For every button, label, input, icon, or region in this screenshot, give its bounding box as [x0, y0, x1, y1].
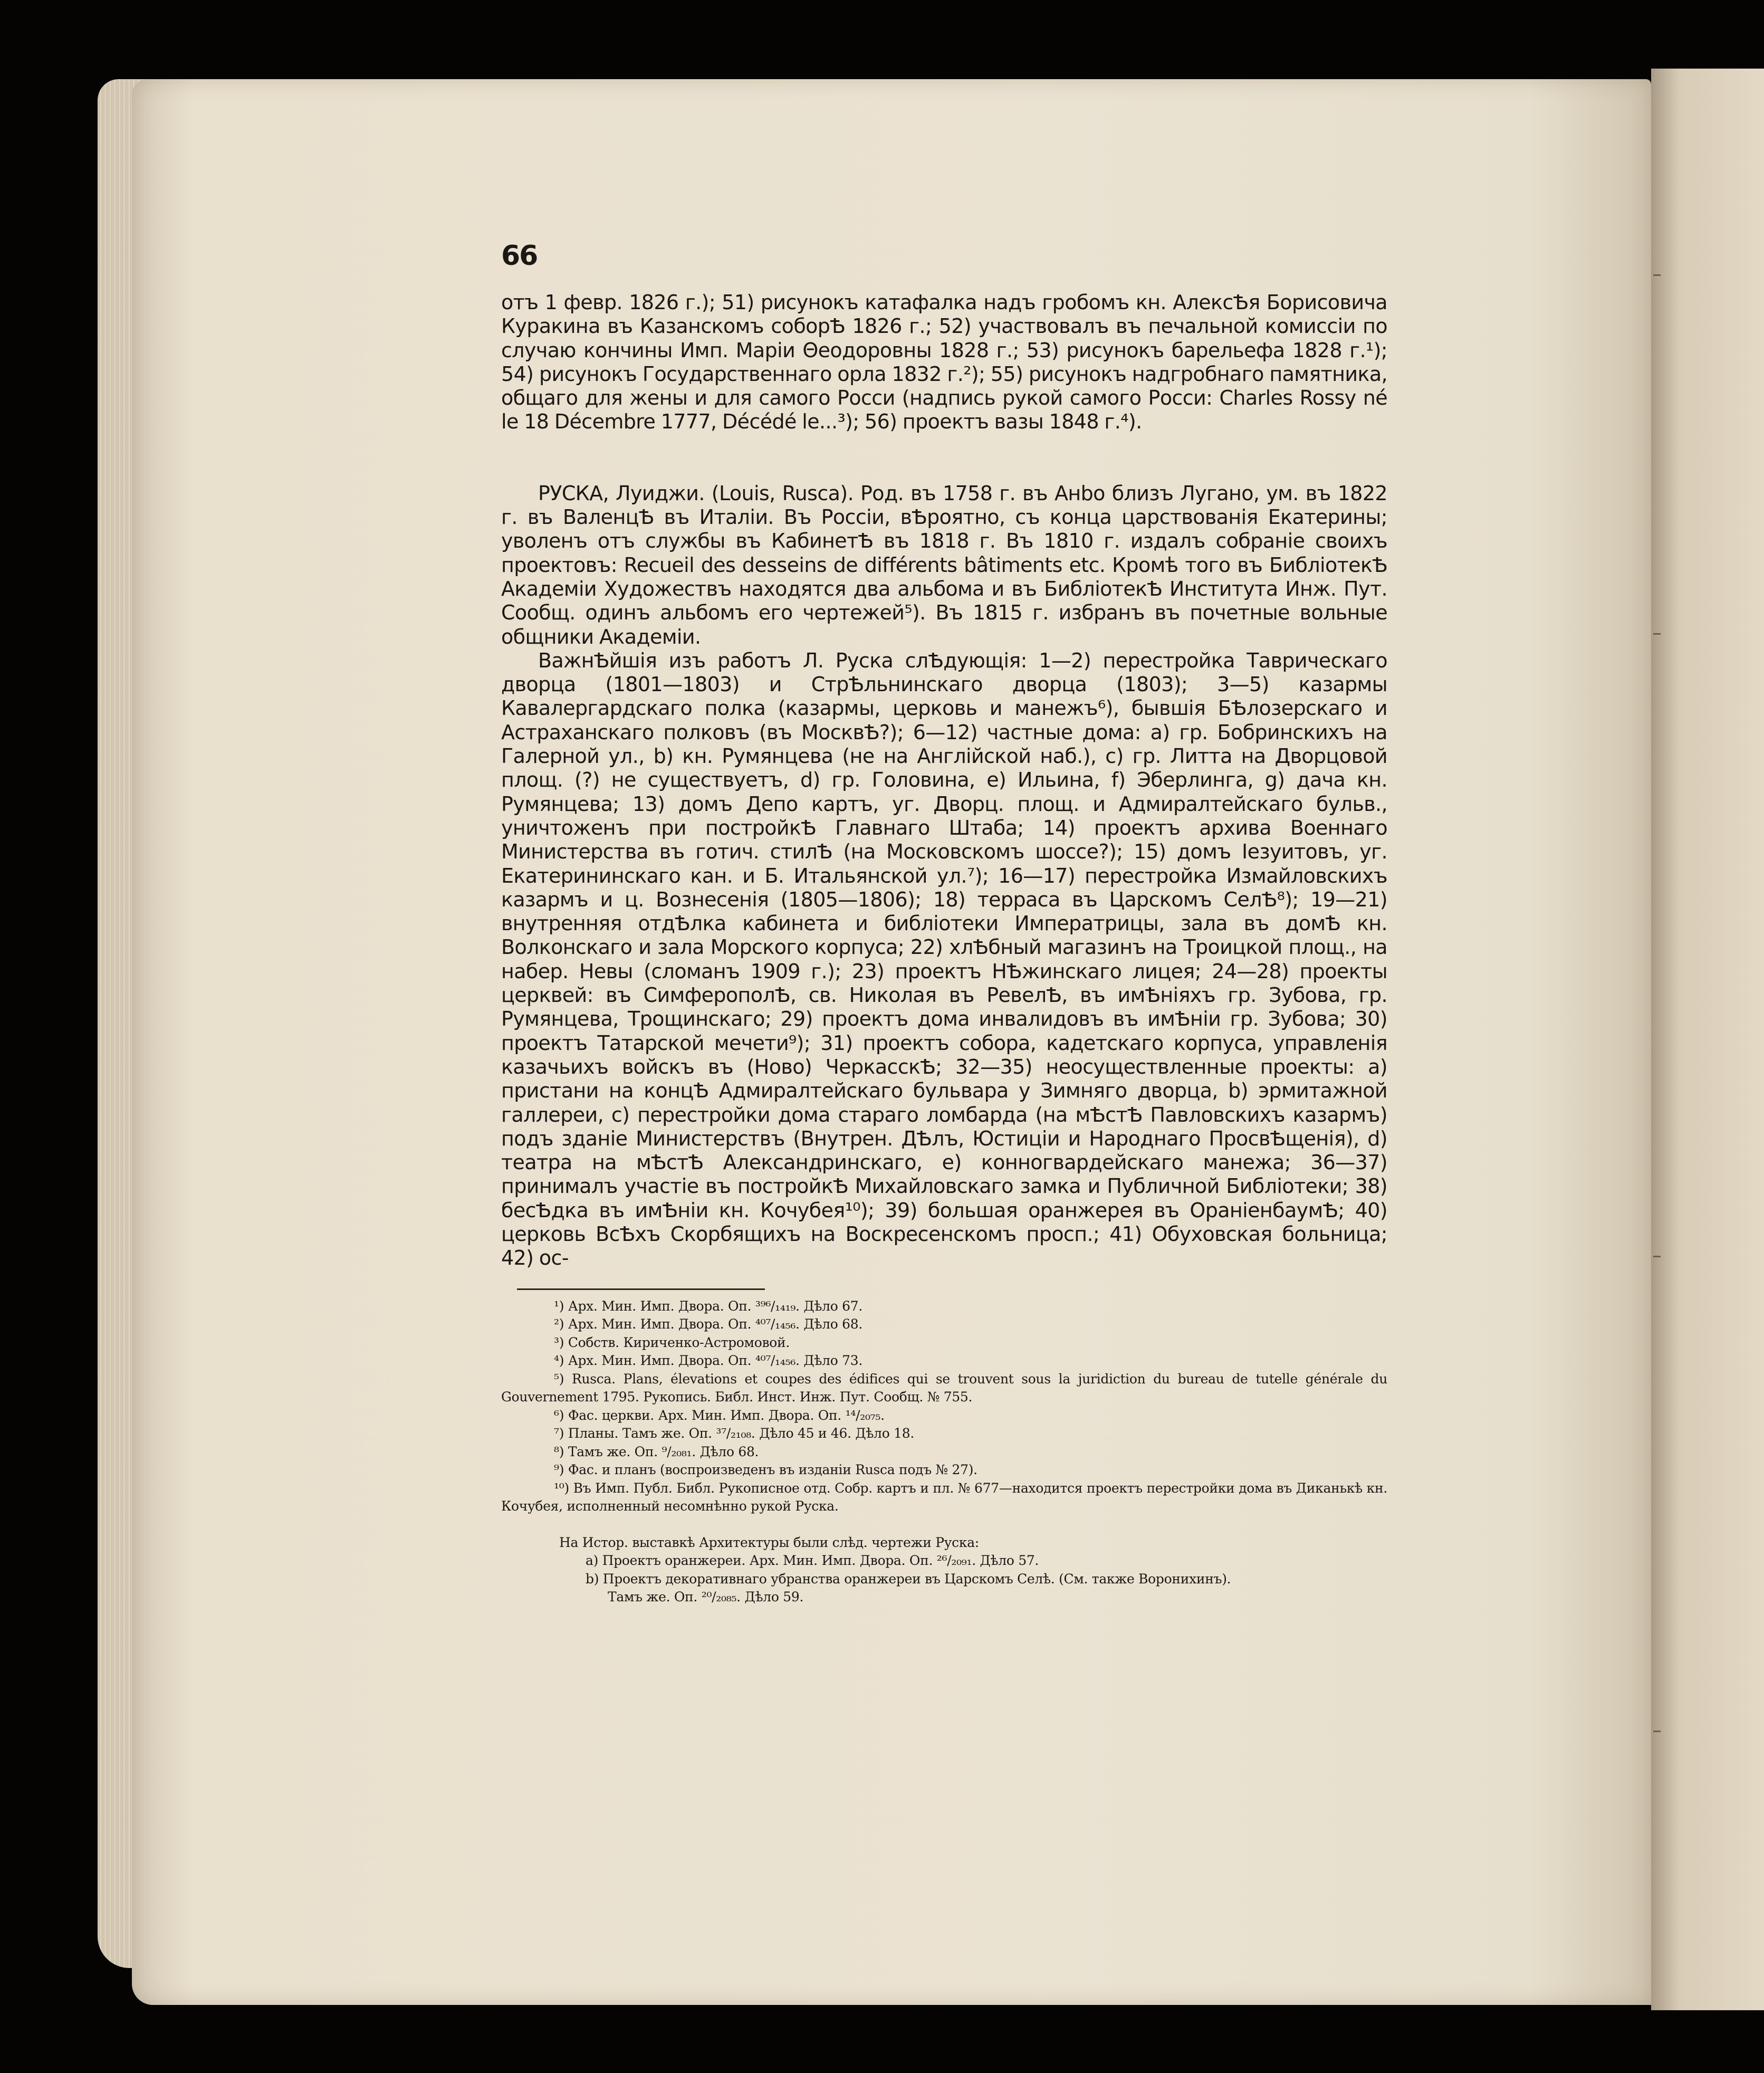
main-text [501, 291, 1387, 1270]
footnote: ⁵) Rusca. Plans, élevations et coupes des édifices qui se trouvent sous la juridiction du bureau de tutelle générale du Gouvernement 1795. Рукопись. Библ. Инст. Инж. Пут. Сообщ. № 755. [501, 1371, 1387, 1405]
exhibition-item: b) Проектъ декоративнаго убранства оранжереи въ Царскомъ Селѣ. (См. также Воронихинъ). [586, 1571, 1231, 1587]
footnote: ³) Собств. Кириченко-Астромовой. [554, 1334, 790, 1350]
footnote-divider [517, 1288, 765, 1290]
footnote: ⁴) Арх. Мин. Имп. Двора. Оп. ⁴⁰⁷/₁₄₅₆. Дѣло 73. [554, 1353, 862, 1369]
paragraph-rusca-bio: РУСКА, Луиджи. (Louis, Rusca). Род. въ 1758 г. въ Анbо близъ Лугано, ум. въ 1822 г. въ ВаленцѢ въ Италіи. Въ Россіи, вѢроятно, съ конца царствованія Екатерины; уволенъ отъ службы въ КабинетѢ въ 1818 г. Въ 1810 г. издалъ собраніе своихъ проектовъ: Recueil des desseins de différents bâtiments etc. Кромѣ того въ БибліотекѢ Академіи Художествъ находятся два альбома и въ БибліотекѢ Института Инж. Пут. Сообщ. одинъ альбомъ его чертежей⁵). Въ 1815 г. избранъ въ почетные вольные общники Академіи. [501, 481, 1387, 648]
footnote: ²) Арх. Мин. Имп. Двора. Оп. ⁴⁰⁷/₁₄₅₆. Дѣло 68. [554, 1316, 862, 1332]
paragraph-rossi-continuation: отъ 1 февр. 1826 г.); 51) рисунокъ катафалка надъ гробомъ кн. АлексѢя Борисовича Куракина въ Казанскомъ соборѢ 1826 г.; 52) участвовалъ въ печальной комиссіи по случаю кончины Имп. Маріи Θеодоровны 1828 г.; 53) рисунокъ барельефа 1828 г.¹); 54) рисунокъ Государственнаго орла 1832 г.²); 55) рисунокъ надгробнаго памятника, общаго для жены и для самого Росси (надпись рукой самого Росси: Charles Rossy né le 18 Décembre 1777, Décédé le...³); 56) проектъ вазы 1848 г.⁴). [501, 291, 1387, 434]
footnote: ⁷) Планы. Тамъ же. Оп. ³⁷/₂₁₀₈. Дѣло 45 и 46. Дѣло 18. [554, 1426, 915, 1441]
footnote: ⁶) Фас. церкви. Арх. Мин. Имп. Двора. Оп. ¹⁴/₂₀₇₅. [554, 1407, 885, 1423]
facing-page-edge [1651, 69, 1764, 2010]
exhibition-item: a) Проектъ оранжереи. Арх. Мин. Имп. Двора. Оп. ²⁶/₂₀₉₁. Дѣло 57. [586, 1553, 1039, 1569]
exhibition-heading: На Истор. выставкѣ Архитектуры были слѣд. чертежи Руска: [559, 1534, 979, 1550]
footnote: ¹⁰) Въ Имп. Публ. Библ. Рукописное отд. Собр. картъ и пл. № 677—находится проектъ перестройки дома въ Диканькѣ кн. Кочубея, исполненный несомнѣнно рукой Руска. [501, 1480, 1387, 1514]
footnote: ¹) Арх. Мин. Имп. Двора. Оп. ³⁹⁶/₁₄₁₉. Дѣло 67. [554, 1298, 862, 1314]
paragraph-rusca-works: ВажнѢйшія изъ работъ Л. Руска слѢдующія: 1—2) перестройка Таврическаго дворца (1801—1803) и СтрѢльнинскаго дворца (1803); 3—5) казармы Кавалергардскаго полка (казармы, церковь и манежъ⁶), бывшія БѢлозерскаго и Астраханскаго полковъ (въ МосквѢ?); 6—12) частные дома: a) гр. Бобринскихъ на Галерной ул., b) кн. Румянцева (не на Англійской наб.), c) гр. Литта на Дворцовой площ. (?) не существуетъ, d) гр. Головина, e) Ильина, f) Эберлинга, g) дача кн. Румянцева; 13) домъ Депо картъ, уг. Дворц. площ. и Адмиралтейскаго бульв., уничтоженъ при постройкѢ Главнаго Штаба; 14) проектъ архива Военнаго Министерства въ готич. стилѢ (на Московскомъ шоссе?); 15) домъ Іезуитовъ, уг. Екатерининскаго кан. и Б. Итальянской ул.⁷); 16—17) перестройка Измайловскихъ казармъ и ц. Вознесенія (1805—1806); 18) терраса въ Царскомъ СелѢ⁸); 19—21) внутренняя отдѢлка кабинета и библіотеки Императрицы, зала въ домѢ кн. Волконскаго и зала Морского корпуса; 22) хлѢбный магазинъ на Троицкой площ., на набер. Невы (сломанъ 1909 г.); 23) проектъ НѢжинскаго лицея; 24—28) проекты церквей: въ СимферополѢ, св. Николая въ РевелѢ, въ имѢніяхъ гр. Зубова, гр. Румянцева, Трощинскаго; 29) проектъ дома инвалидовъ въ имѢніи гр. Зубова; 30) проектъ Татарской мечети⁹); 31) проектъ собора, кадетскаго корпуса, управленія казачьихъ войскъ въ (Ново) ЧеркасскѢ; 32—35) неосуществленные проекты: a) пристани на концѢ Адмиралтейскаго бульвара у Зимняго дворца, b) эрмитажной галлереи, c) перестройки дома стараго ломбарда (на мѢстѢ Павловскихъ казармъ) подъ зданіе Министерствъ (Внутрен. ДѢлъ, Юстиціи и Народнаго ПросвѢщенія), d) театра на мѢстѢ Александринскаго, e) конногвардейскаго манежа; 36—37) принималъ участіе въ постройкѢ Михайловскаго замка и Публичной Библіотеки; 38) бесѢдка въ имѢніи кн. Кочубея¹⁰); 39) большая оранжерея въ ОраніенбаумѢ; 40) церковь ВсѢхъ Скорбящихъ на Воскресенскомъ просп.; 41) Обуховская больница; 42) ос- [501, 648, 1387, 1270]
page-number: 66 [501, 240, 538, 272]
footnote: ⁹) Фас. и планъ (воспроизведенъ въ изданіи Rusca подъ № 27). [554, 1462, 977, 1478]
exhibition-item-continuation: Тамъ же. Оп. ²⁰/₂₀₈₅. Дѣло 59. [608, 1589, 804, 1605]
page-content [501, 240, 1387, 1607]
footnote: ⁸) Тамъ же. Оп. ⁹/₂₀₈₁. Дѣло 68. [554, 1444, 759, 1459]
footnotes [501, 1297, 1387, 1516]
exhibition-note [501, 1534, 1387, 1607]
